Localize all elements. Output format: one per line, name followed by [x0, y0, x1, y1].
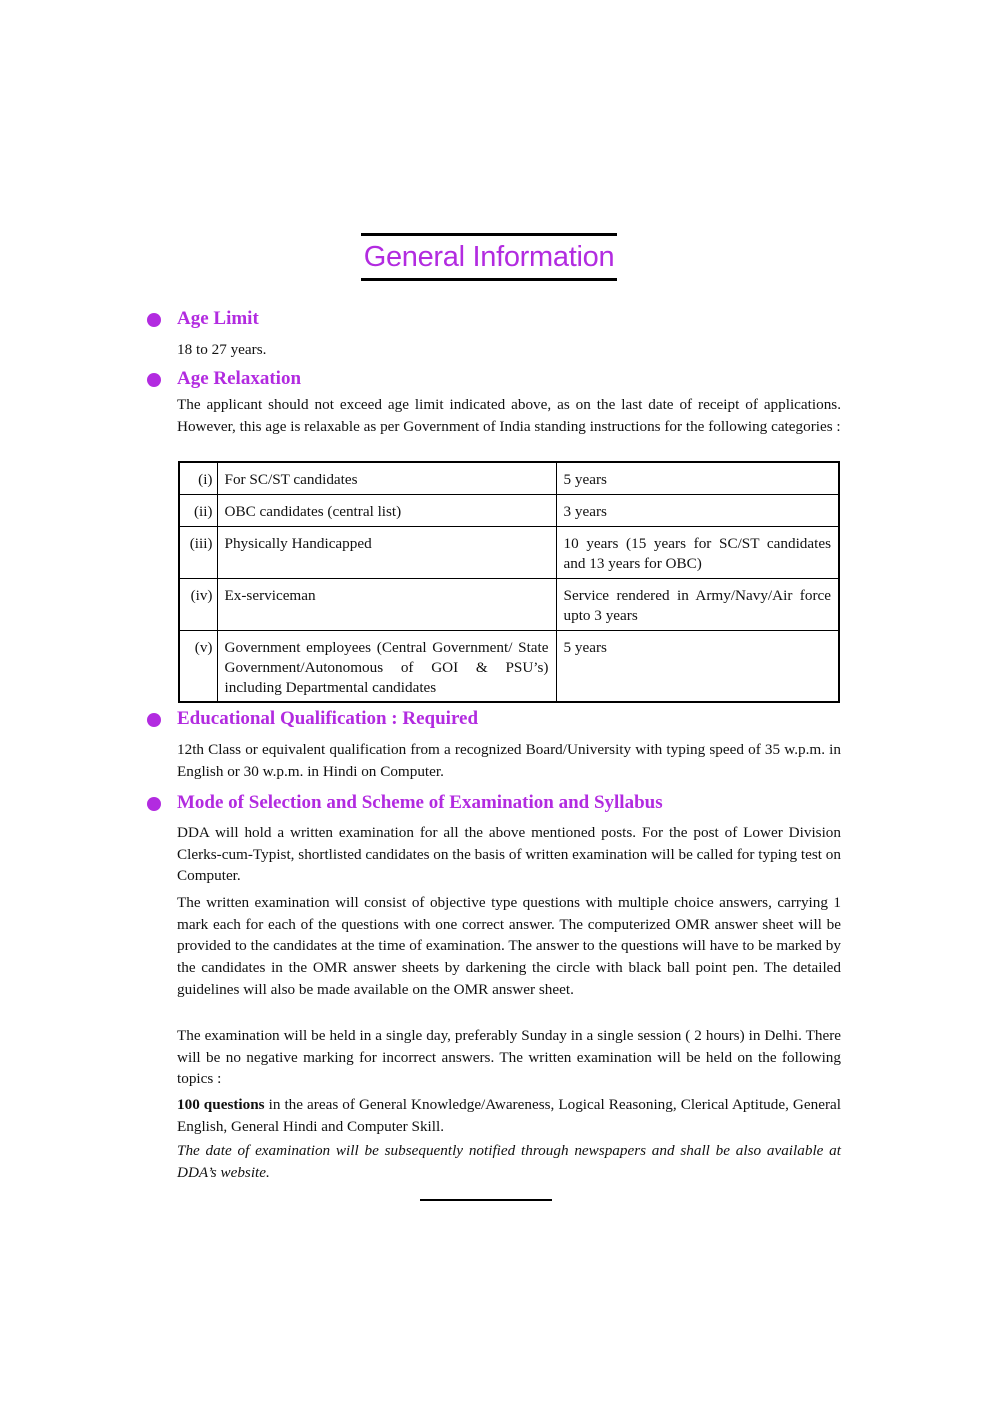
row-category: For SC/ST candidates [217, 462, 556, 494]
row-relaxation: 5 years [556, 630, 839, 702]
table-row [179, 630, 839, 702]
education-text: 12th Class or equivalent qualification from a recognized Board/University with typing speed of 35 w.p.m. in English or 30 w.p.m. in Hindi on Computer. [177, 741, 841, 780]
age-limit-text: 18 to 27 years. [177, 341, 267, 358]
bullet-icon [147, 797, 161, 811]
heading-education: Educational Qualification : Required [177, 708, 479, 729]
heading-age-limit: Age Limit [177, 308, 259, 329]
row-number: (i) [179, 462, 217, 494]
bottom-divider [420, 1199, 552, 1201]
title-box [361, 233, 617, 281]
selection-para-2: The written examination will consist of objective type questions with multiple choice answers, carrying 1 mark each for each of the questions with one correct answer. The computerized OMR answer sheet will be provided to the candidates at the time of examination. The answer to the questions will have to be marked by the candidates in the OMR answer sheets by darkening the circle with black ball point pen. The detailed guidelines will also be made available on the OMR answer sheet. [177, 894, 841, 998]
row-category: Ex-serviceman [217, 578, 556, 630]
bullet-icon [147, 313, 161, 327]
bullet-icon [147, 713, 161, 727]
row-relaxation: 5 years [556, 462, 839, 494]
table-row [179, 462, 839, 494]
questions-count: 100 questions [177, 1096, 265, 1113]
selection-para-4 [177, 1094, 841, 1137]
heading-selection: Mode of Selection and Scheme of Examination and Syllabus [177, 792, 663, 813]
table-row [179, 526, 839, 578]
age-relaxation-text: The applicant should not exceed age limit indicated above, as on the last date of receipt of applications. However, this age is relaxable as per Government of India standing instructions for the following categories : [177, 396, 841, 435]
bullet-icon [147, 373, 161, 387]
page-title: General Information [363, 240, 615, 273]
table-row [179, 578, 839, 630]
row-number: (v) [179, 630, 217, 702]
row-category: Physically Handicapped [217, 526, 556, 578]
selection-para-5: The date of examination will be subsequently notified through newspapers and shall be also available at DDA’s website. [177, 1142, 841, 1181]
table-row [179, 494, 839, 526]
row-category: Government employees (Central Government/ State Government/Autonomous of GOI & PSU’s) including Departmental candidates [217, 630, 556, 702]
row-relaxation: 3 years [556, 494, 839, 526]
heading-age-relaxation: Age Relaxation [177, 368, 302, 389]
selection-para-3: The examination will be held in a single day, preferably Sunday in a single session ( 2 hours) in Delhi. There will be no negative marking for incorrect answers. The written examination will be held on the following topics : [177, 1027, 841, 1088]
age-relaxation-table [178, 461, 840, 703]
row-relaxation: Service rendered in Army/Navy/Air force upto 3 years [556, 578, 839, 630]
row-number: (iv) [179, 578, 217, 630]
topics-text: in the areas of General Knowledge/Awareness, Logical Reasoning, Clerical Aptitude, General English, General Hindi and Computer Skill. [177, 1096, 841, 1135]
row-relaxation: 10 years (15 years for SC/ST candidates and 13 years for OBC) [556, 526, 839, 578]
row-number: (iii) [179, 526, 217, 578]
row-category: OBC candidates (central list) [217, 494, 556, 526]
row-number: (ii) [179, 494, 217, 526]
selection-para-1: DDA will hold a written examination for all the above mentioned posts. For the post of Lower Division Clerks-cum-Typist, shortlisted candidates on the basis of written examination will be called for typing test on Computer. [177, 824, 841, 885]
